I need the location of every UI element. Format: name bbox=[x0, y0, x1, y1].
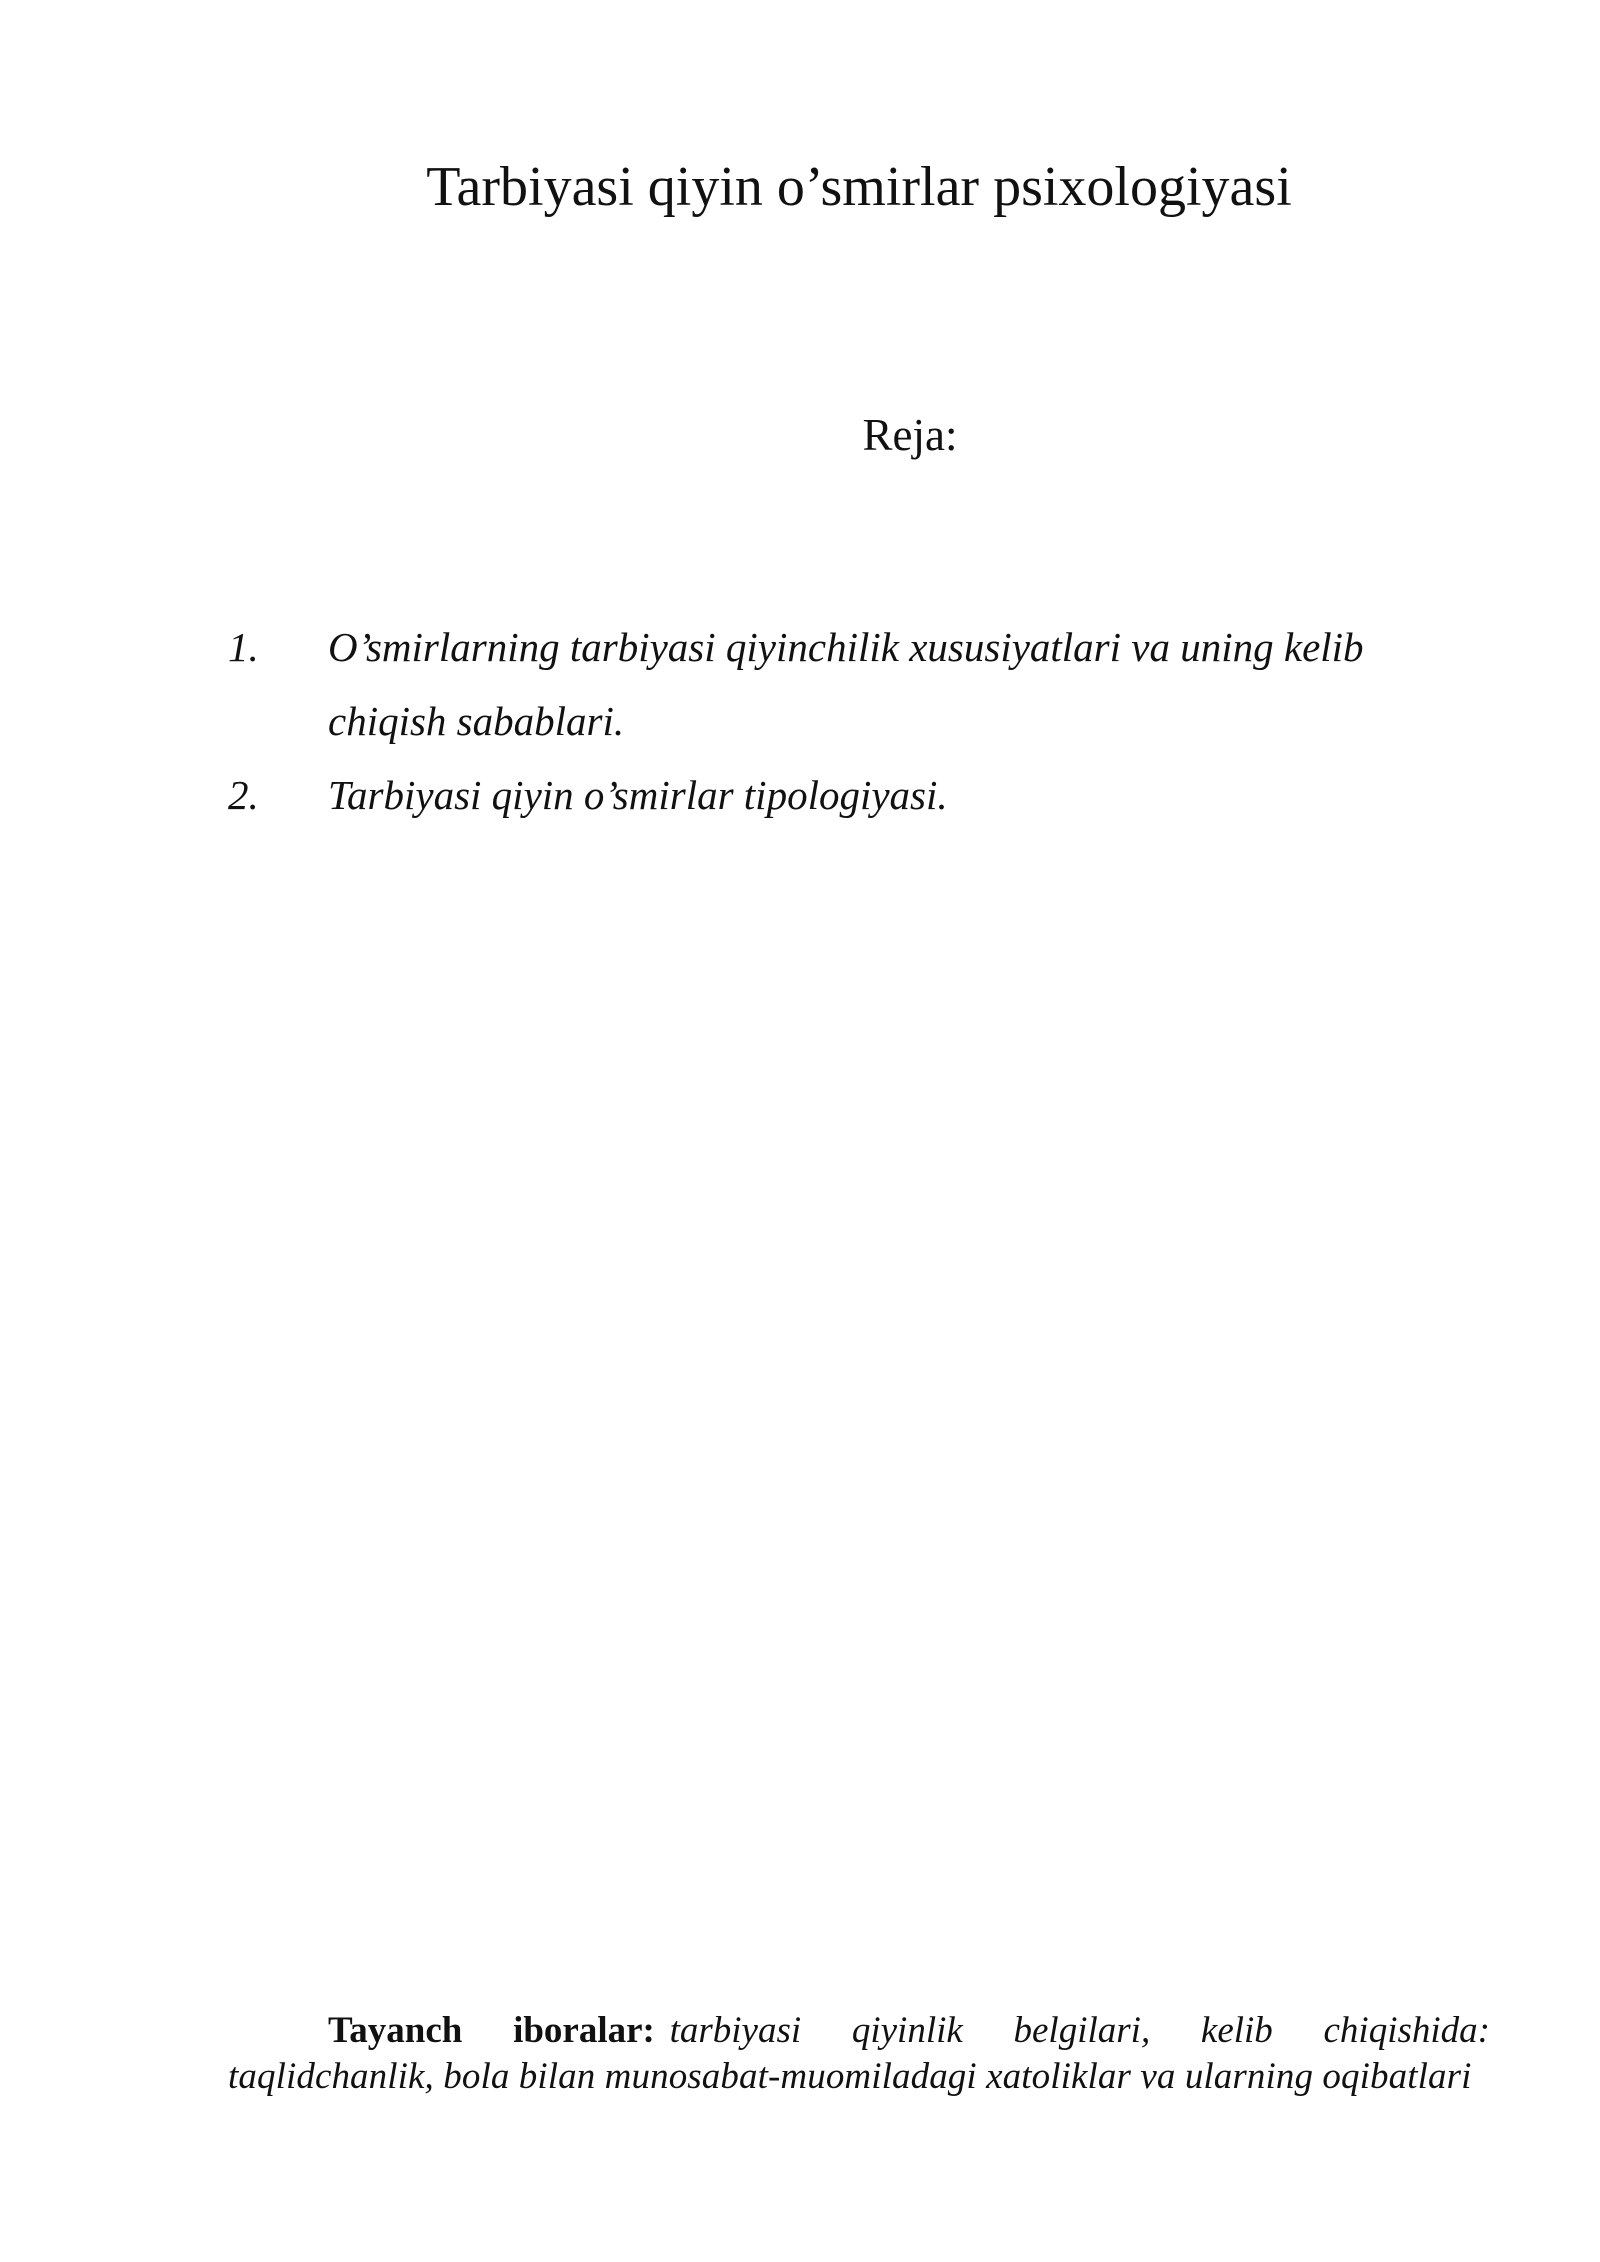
plan-heading: Reja: bbox=[862, 410, 958, 460]
plan-item-number: 2. bbox=[228, 772, 259, 818]
plan-item-2 bbox=[228, 758, 1490, 832]
keywords-paragraph bbox=[228, 2008, 1490, 2100]
plan-list bbox=[228, 610, 1490, 832]
plan-item-text: O’smirlarning tarbiyasi qiyinchilik xususiyatlari va uning kelib chiqish sabablari. bbox=[328, 624, 1364, 744]
plan-item-text: Tarbiyasi qiyin o’smirlar tipologiyasi. bbox=[328, 772, 948, 818]
document-title: Tarbiyasi qiyin o’smirlar psixologiyasi bbox=[426, 156, 1292, 218]
plan-item-number: 1. bbox=[228, 624, 259, 670]
title-container bbox=[398, 150, 1320, 224]
keywords-text-line-1: tarbiyasi qiyinlik belgilari, kelib chiqishida: bbox=[669, 2010, 1490, 2051]
keywords-text-line-2: taqlidchanlik, bola bilan munosabat-muomiladagi xatoliklar va ularning oqibatlari bbox=[228, 2056, 1472, 2097]
keywords-label: Tayanch iboralar: bbox=[328, 2010, 655, 2051]
keywords-line-2 bbox=[228, 2054, 1490, 2100]
keywords-line-1 bbox=[228, 2008, 1490, 2054]
plan-item-1 bbox=[228, 610, 1490, 758]
